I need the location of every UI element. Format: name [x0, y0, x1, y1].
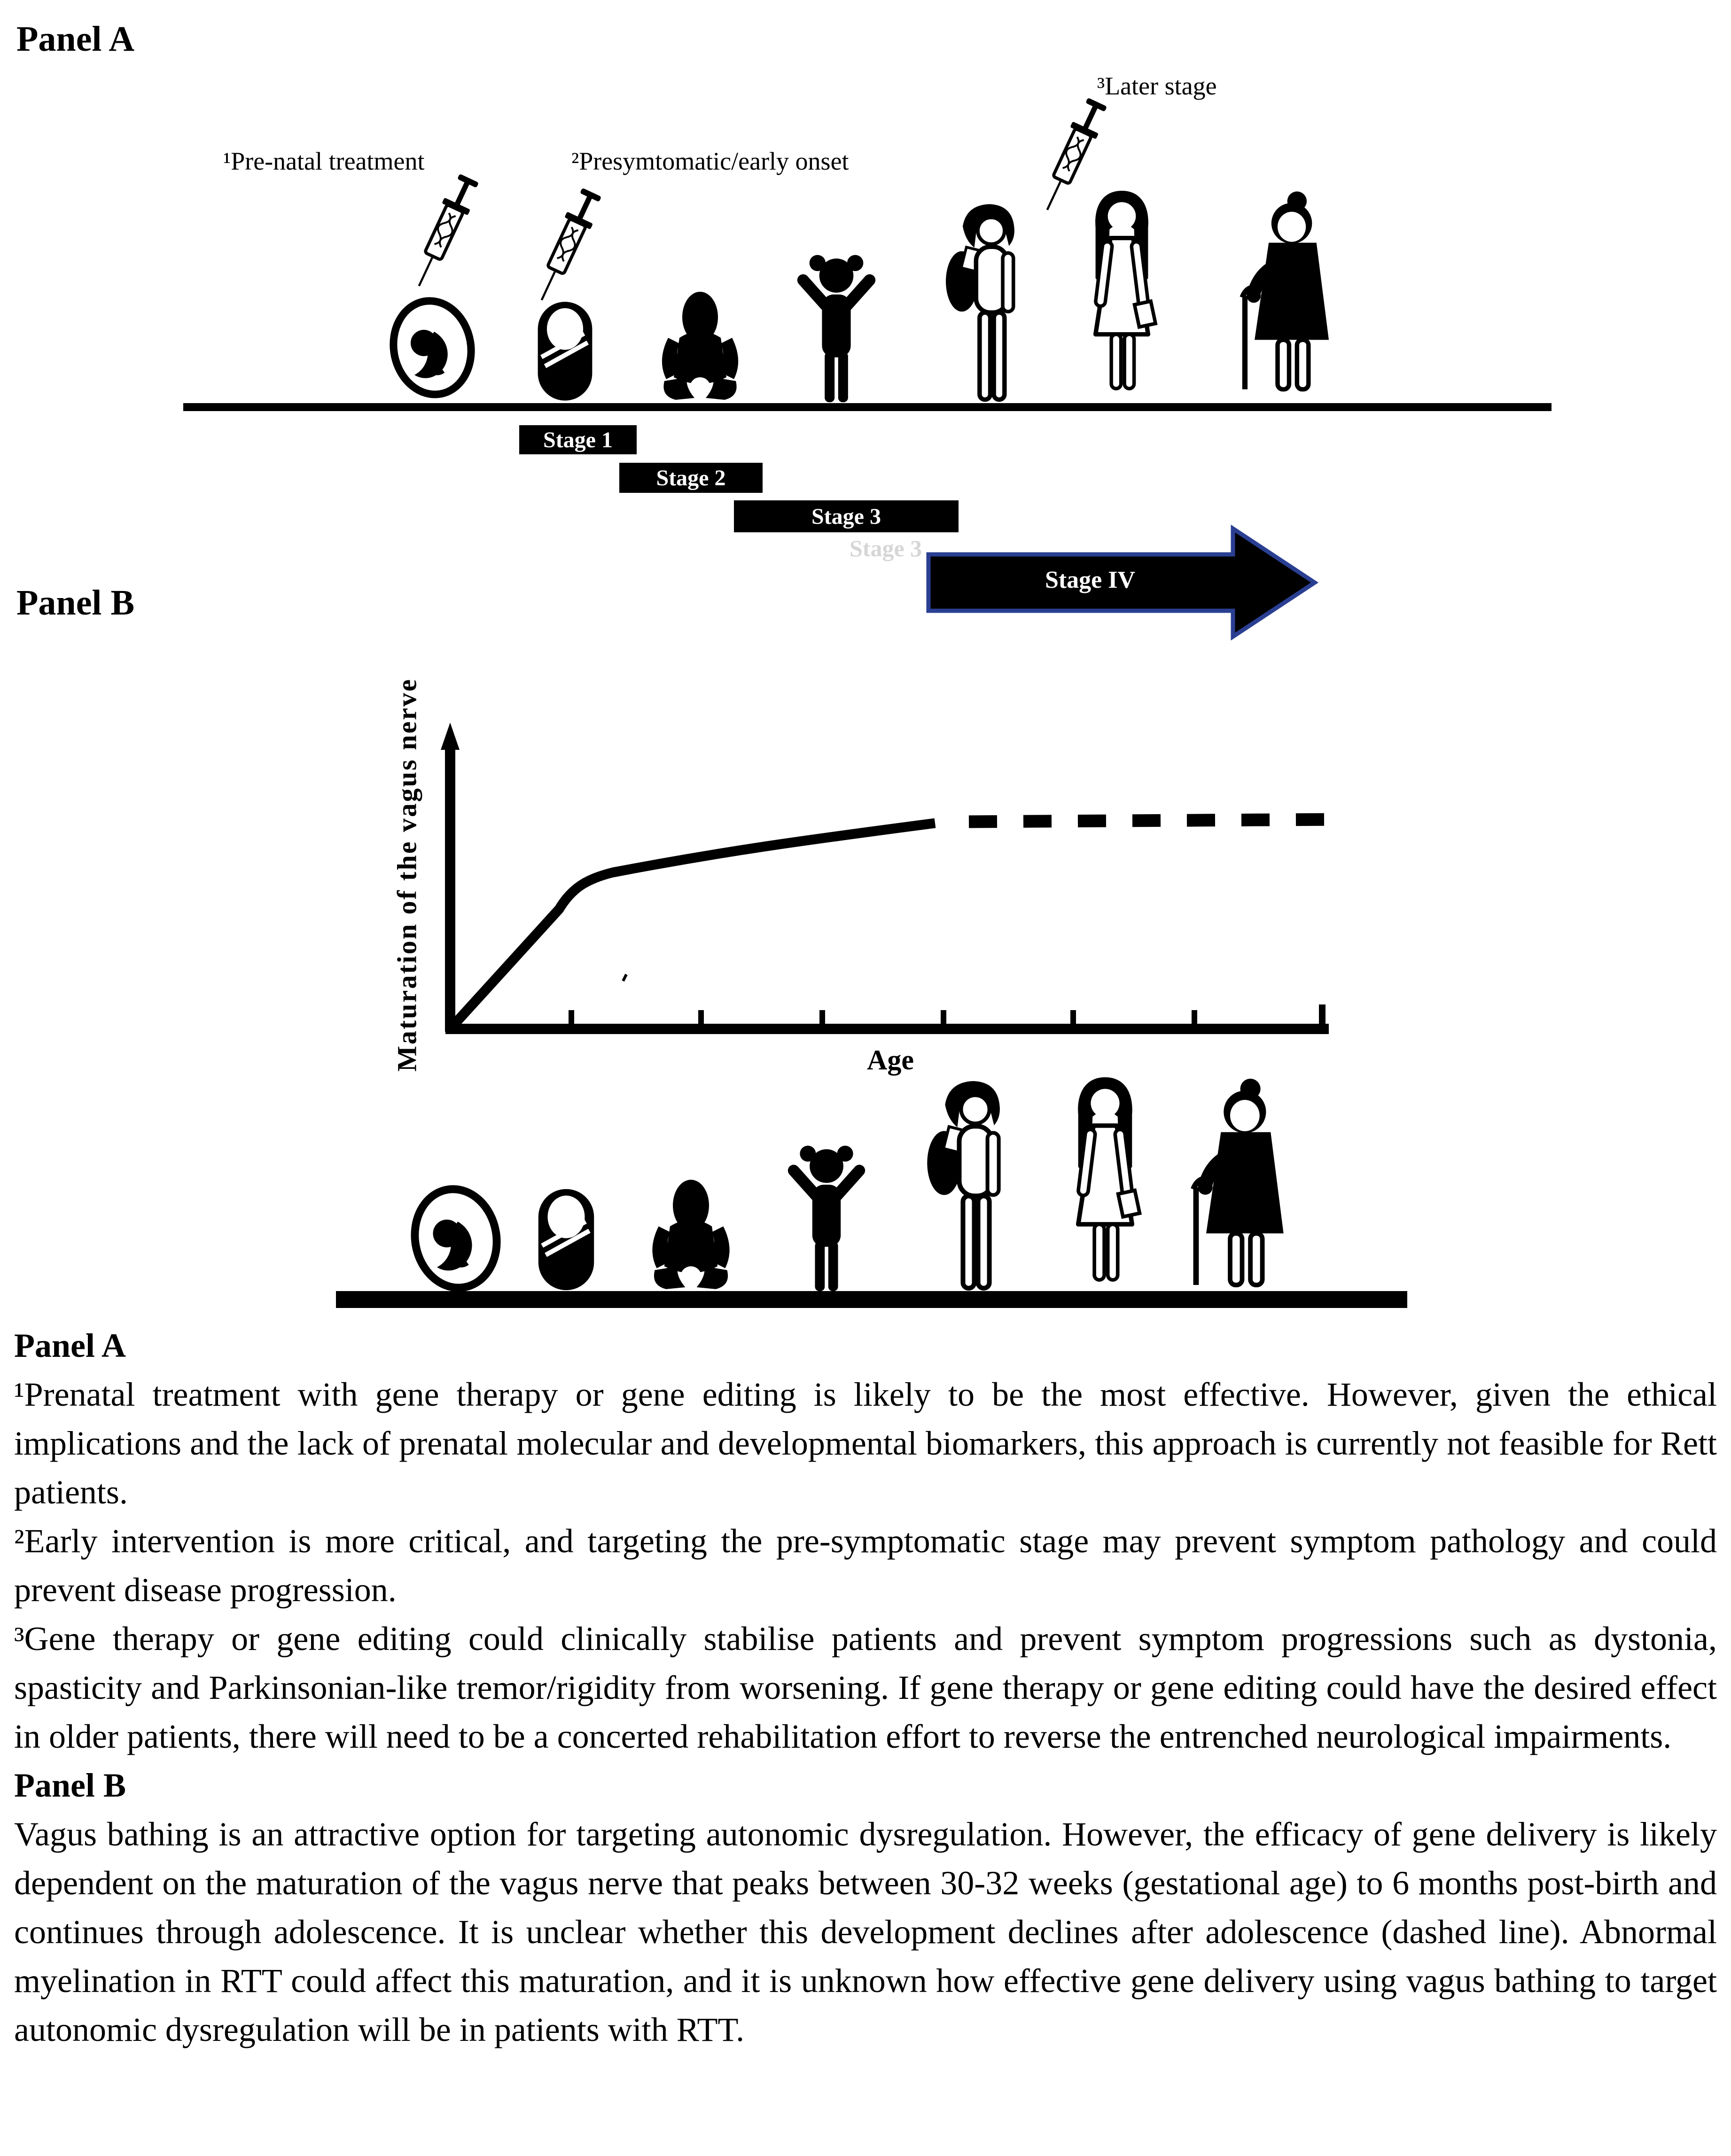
panel-b-figure-heading: Panel B — [16, 583, 135, 623]
caption-panel-a-heading: Panel A — [14, 1327, 126, 1364]
swaddled-newborn-icon — [533, 1186, 599, 1293]
child-with-backpack-icon — [918, 1076, 1023, 1293]
vagus-maturation-graph — [423, 705, 1386, 1081]
sitting-infant-icon — [653, 290, 747, 404]
prenatal-treatment-label: ¹Pre-natal treatment — [223, 147, 425, 175]
maturation-curve-dashed — [969, 819, 1340, 822]
stage-1-bar — [519, 425, 637, 454]
adolescent-girl-icon — [1056, 1065, 1154, 1293]
toddler-arms-raised-icon — [789, 251, 883, 404]
elderly-woman-with-cane-icon — [1184, 1073, 1299, 1293]
toddler-arms-raised-icon — [779, 1142, 874, 1293]
adolescent-girl-icon — [1074, 176, 1170, 404]
child-with-backpack-icon — [935, 200, 1038, 404]
stage-1-label: Stage 1 — [543, 427, 613, 452]
caption-panel-b-text: Vagus bathing is an attractive option for targeting autonomic dysregulation. However, the efficacy of gene delivery is likely dependent on the maturation of the vagus nerve that peaks between 30-32 weeks (gestational age) to 6 months post-birth and continues through adolescence. It is unclear whether this development declines after adolescence (dashed line). Abnormal myelination in RTT could affect this maturation, and it is unknown how effective gene delivery using vagus bathing to target autonomic dysregulation will be in patients with RTT. — [14, 1815, 1717, 2048]
later-stage-label: ³Later stage — [1097, 72, 1217, 100]
presymptomatic-label: ²Presymtomatic/early onset — [571, 147, 849, 175]
fetus-in-womb-icon — [385, 291, 479, 404]
x-axis-label: Age — [867, 1044, 914, 1075]
y-axis-label: Maturation of the vagus nerve — [391, 678, 422, 1072]
stage-3-ghost-text: Stage 3 — [850, 535, 922, 561]
panel-b-ground-line — [336, 1291, 1407, 1308]
stage-4-label: Stage IV — [1045, 567, 1136, 593]
stage-2-label: Stage 2 — [656, 465, 726, 490]
stage-3-label: Stage 3 — [811, 504, 881, 529]
stage-2-bar — [619, 463, 763, 493]
panel-a-figure-heading: Panel A — [16, 19, 135, 59]
maturation-curve-solid — [450, 823, 935, 1029]
figure-caption — [14, 1321, 1717, 2054]
swaddled-newborn-icon — [533, 298, 597, 404]
sitting-infant-icon — [640, 1179, 741, 1293]
caption-note-2: ²Early intervention is more critical, and targeting the pre-symptomatic stage may prevent symptom pathology and could prevent disease progression. — [14, 1522, 1717, 1609]
stage-3-bar — [734, 500, 959, 532]
dna-syringe-icon — [526, 184, 608, 309]
caption-note-3: ³Gene therapy or gene editing could clinically stabilise patients and prevent symptom progressions such as dystonia, spasticity and Parkinsonian-like tremor/rigidity from worsening. If gene therapy or gene editing could have the desired effect in older patients, there will need to be a concerted rehabilitation effort to reverse the entrenched neurological impairments. — [14, 1620, 1717, 1755]
fetus-in-womb-icon — [404, 1184, 507, 1293]
y-axis-arrowhead-icon — [441, 723, 460, 750]
dna-syringe-icon — [403, 170, 485, 295]
caption-note-1: ¹Prenatal treatment with gene therapy or gene editing is likely to be the most effective. However, given the ethical implications and the lack of prenatal molecular and developmental biomarkers, this approach is currently not feasible for Rett patients. — [14, 1376, 1717, 1511]
caption-panel-b-heading: Panel B — [14, 1767, 126, 1804]
panel-a-ground-line — [183, 403, 1552, 411]
elderly-woman-with-cane-icon — [1233, 179, 1344, 404]
stray-mark — [623, 974, 626, 981]
